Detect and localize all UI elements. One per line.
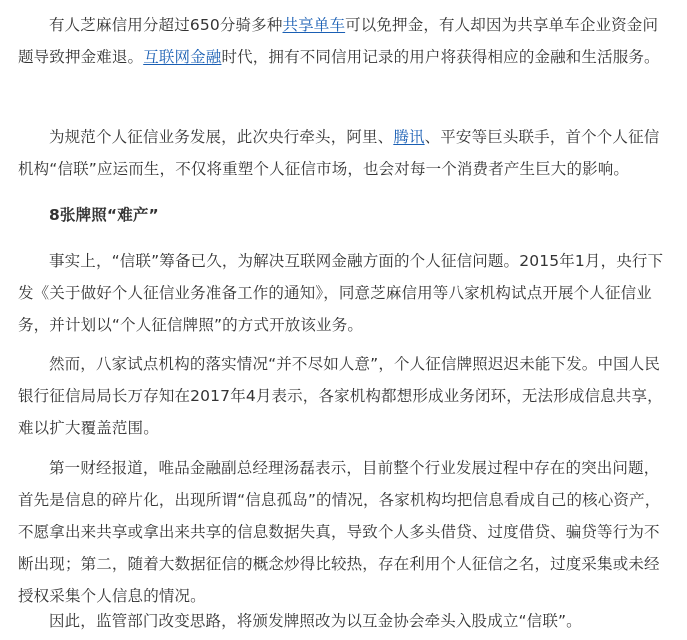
paragraph-1-text-b: 可以免押金，有人却因为共享单车企业资金问题导致押金难退。 (18, 16, 659, 66)
paragraph-2 (18, 121, 670, 185)
link-shared-bikes[interactable]: 共享单车 (282, 16, 346, 34)
paragraph-1 (18, 9, 670, 73)
section-heading: 8张牌照“难产” (49, 206, 159, 224)
paragraph-1-text-c: 时代，拥有不同信用记录的用户将获得相应的金融和生活服务。 (221, 48, 660, 66)
paragraph-4: 然而，八家试点机构的落实情况“并不尽如人意”，个人征信牌照迟迟未能下发。中国人民银行征信局局长万存知在2017年4月表示，各家机构都想形成业务闭环，无法形成信息共享，难以扩大覆盖范围。 (18, 355, 663, 437)
paragraph-3: 事实上，“信联”筹备已久，为解决互联网金融方面的个人征信问题。2015年1月，央行下发《关于做好个人征信业务准备工作的通知》，同意芝麻信用等八家机构试点开展个人征信业务，并计划以“个人征信牌照”的方式开放该业务。 (18, 252, 664, 334)
link-internet-finance[interactable]: 互联网金融 (143, 48, 222, 66)
paragraph-2-text-b: 、平安等巨头联手，首个个人征信机构“信联”应运而生，不仅将重塑个人征信市场，也会对每一个消费者产生巨大的影响。 (18, 128, 660, 178)
paragraph-6: 因此，监管部门改变思路，将颁发牌照改为以互金协会牵头入股成立“信联”。 (49, 612, 582, 630)
paragraph-1-text-a: 有人芝麻信用分超过650分骑多种 (49, 16, 283, 34)
paragraph-2-text-a: 为规范个人征信业务发展，此次央行牵头，阿里、 (49, 128, 394, 146)
link-tencent[interactable]: 腾讯 (393, 128, 425, 146)
paragraph-5: 第一财经报道，唯品金融副总经理汤磊表示，目前整个行业发展过程中存在的突出问题，首先是信息的碎片化，出现所谓“信息孤岛”的情况，各家机构均把信息看成自己的核心资产，不愿拿出来共享或拿出来共享的信息数据失真，导致个人多头借贷、过度借贷、骗贷等行为不断出现；第二，随着大数据征信的概念炒得比较热，存在利用个人征信之名，过度采集或未经授权采集个人信息的情况。 (18, 459, 661, 605)
